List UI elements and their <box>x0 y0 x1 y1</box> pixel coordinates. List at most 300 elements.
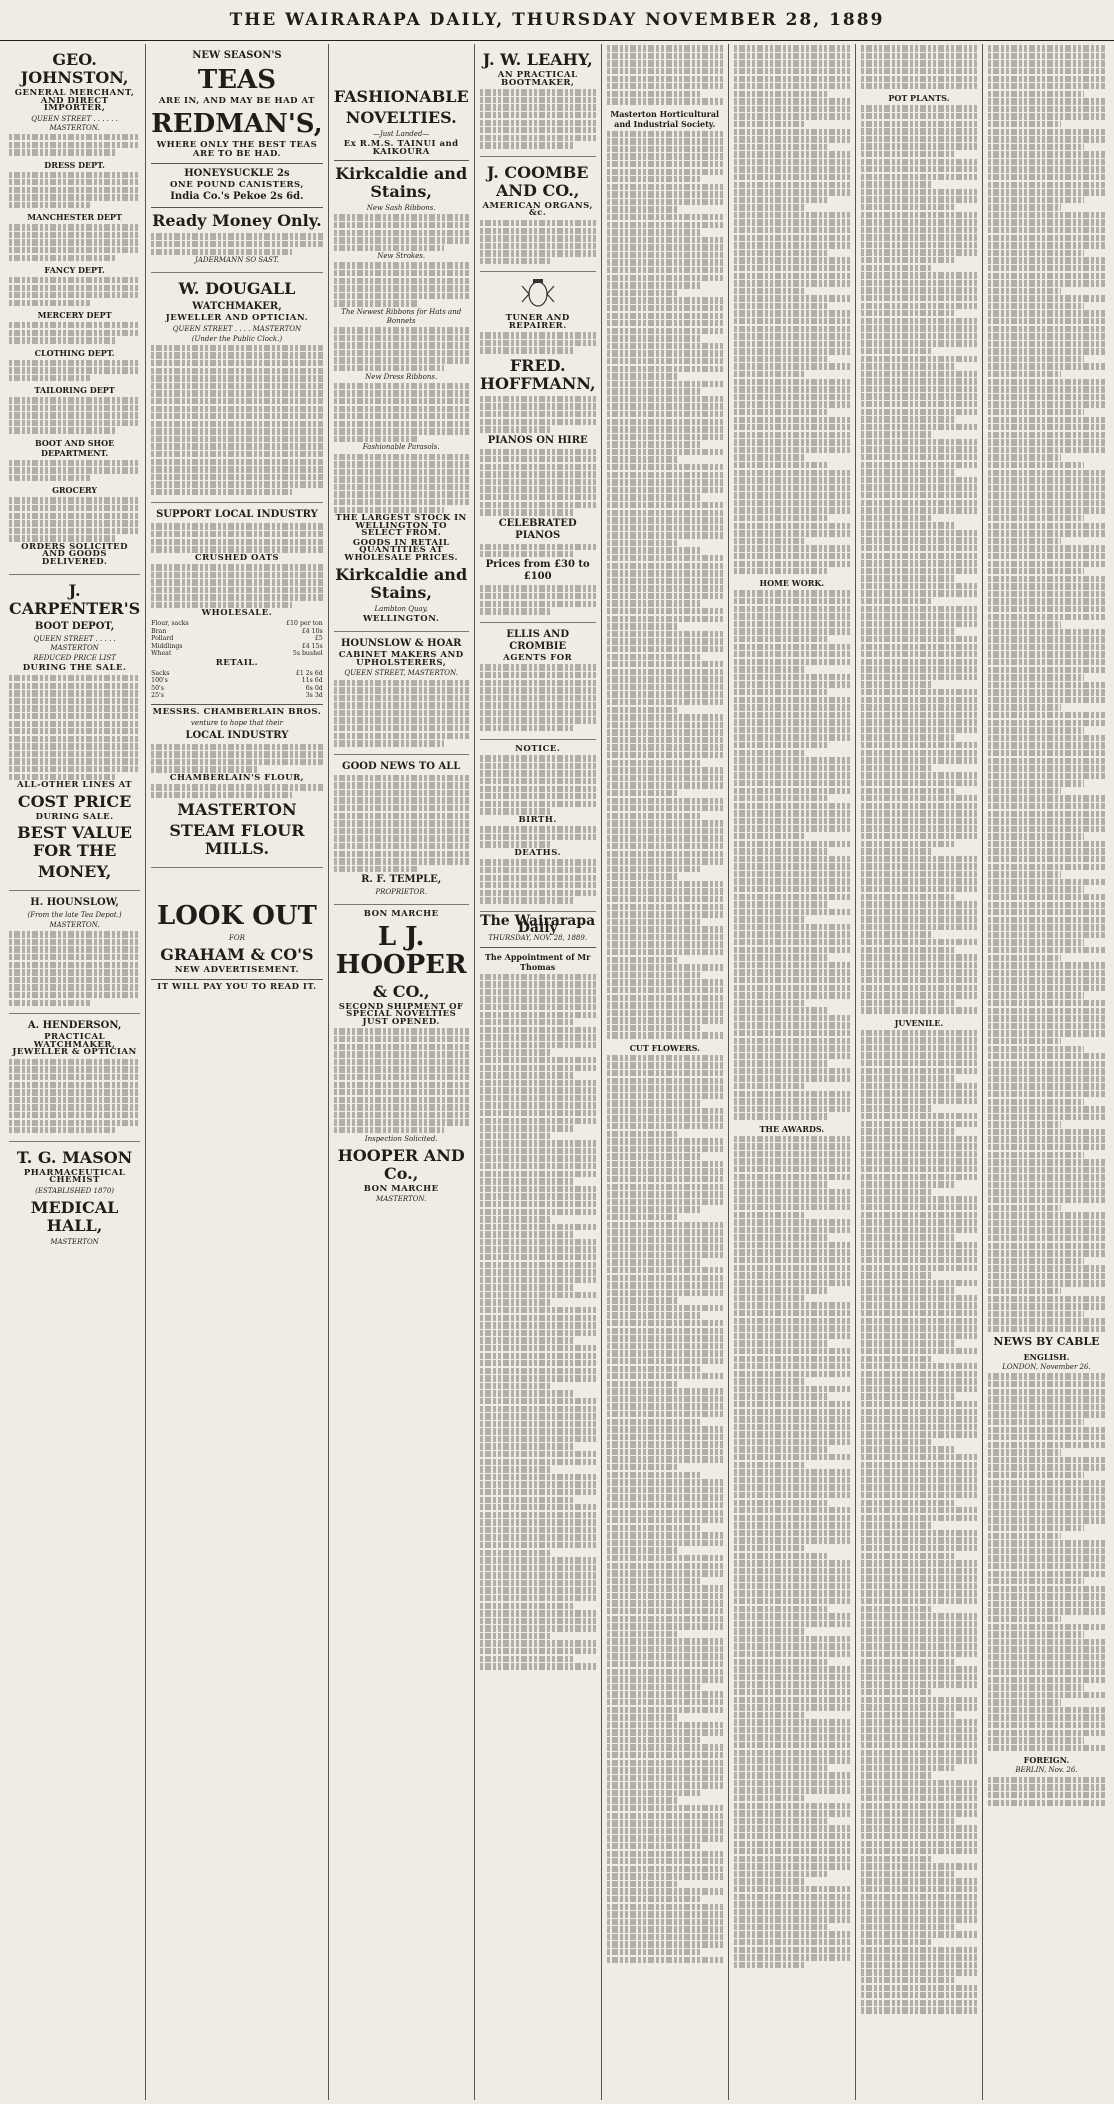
hounslow-name: H. HOUNSLOW, <box>30 897 119 909</box>
text-line <box>861 1151 977 1157</box>
text-line <box>988 1661 1105 1667</box>
text-line <box>734 1818 829 1824</box>
text-line <box>734 1091 850 1097</box>
text-line <box>480 1087 596 1093</box>
text-line <box>861 128 977 134</box>
text-line <box>861 1992 977 1998</box>
column-7 <box>856 44 983 2100</box>
text-line <box>861 803 977 809</box>
ellis-title: ELLIS AND CROMBIE <box>506 628 569 652</box>
text-line <box>607 206 679 212</box>
text-line <box>861 272 977 278</box>
text-line <box>734 636 829 642</box>
text-line <box>988 1159 1105 1165</box>
text-line <box>988 242 1105 248</box>
text-line <box>734 1727 850 1733</box>
text-line <box>988 189 1105 195</box>
text-line <box>480 1497 575 1503</box>
text-line <box>861 1939 933 1945</box>
masthead <box>0 0 1114 41</box>
price-row <box>151 650 323 658</box>
text-line <box>861 325 977 331</box>
text-line <box>607 464 723 470</box>
text-line <box>861 1166 977 1172</box>
text-line <box>607 267 723 273</box>
text-line <box>734 212 850 218</box>
text-line <box>734 856 850 862</box>
text-line <box>988 758 1105 764</box>
text-line <box>861 1477 977 1483</box>
carpenter-shop: BOOT DEPOT, <box>34 621 115 633</box>
text-line <box>607 350 723 356</box>
dougall-sub: JEWELLER AND OPTICIAN. <box>165 313 309 324</box>
text-line <box>734 1545 806 1551</box>
columns <box>4 44 1110 2100</box>
text-line <box>480 1504 596 1510</box>
text-line <box>861 1894 977 1900</box>
kirk-name-2: Kirkcaldie and Stains, <box>335 564 468 602</box>
text-line <box>734 788 850 794</box>
chamberlain-line3: LOCAL INDUSTRY <box>185 729 289 741</box>
kirk-strokes: New Strokes. <box>377 252 426 261</box>
hooper-place: MASTERTON. <box>376 1195 427 1204</box>
text-line <box>988 303 1084 309</box>
text-line <box>861 1886 977 1892</box>
text-line <box>861 644 977 650</box>
text-line <box>734 1083 806 1089</box>
text-line <box>988 1061 1105 1067</box>
text-line <box>607 1168 723 1174</box>
text-line <box>480 1201 596 1207</box>
teas-honey: HONEYSUCKLE 2s <box>184 167 290 179</box>
text-line <box>734 909 850 915</box>
text-line <box>607 1525 702 1531</box>
text-line <box>861 1287 956 1293</box>
text-line <box>988 765 1105 771</box>
text-line <box>734 204 806 210</box>
text-line <box>607 1373 723 1379</box>
text-line <box>734 129 850 135</box>
text-line <box>734 939 850 945</box>
editorial-masthead: The Wairarapa Daily <box>480 912 596 937</box>
text-line <box>861 166 977 172</box>
teas-line1: NEW SEASON'S <box>192 50 282 61</box>
text-line <box>607 419 723 425</box>
text-line <box>861 1500 956 1506</box>
text-line <box>480 1375 596 1381</box>
text-line <box>734 1909 850 1915</box>
text-line <box>734 545 850 551</box>
text-line <box>480 1118 596 1124</box>
coombe-ad <box>480 157 596 273</box>
text-line <box>607 1388 723 1394</box>
text-line <box>861 1371 977 1377</box>
text-line <box>988 773 1105 779</box>
text-line <box>861 143 977 149</box>
text-line <box>607 1010 723 1016</box>
column-7-text <box>861 105 977 1013</box>
hh-name: HOUNSLOW & HOAR <box>340 638 462 650</box>
text-line <box>734 235 850 241</box>
text-line <box>607 1350 723 1356</box>
text-line <box>988 780 1084 786</box>
text-line <box>734 1590 850 1596</box>
good-news-ad <box>334 755 469 905</box>
text-line <box>988 470 1105 476</box>
text-line <box>480 1489 596 1495</box>
text-line <box>607 328 723 334</box>
text-line <box>607 1290 723 1296</box>
cost-line2: COST PRICE <box>17 791 132 811</box>
text-line <box>607 1161 723 1167</box>
text-line <box>480 1330 596 1336</box>
text-line <box>988 1692 1105 1698</box>
text-line <box>734 1697 850 1703</box>
price-item: 100's <box>151 677 168 685</box>
text-line <box>607 131 723 137</box>
text-line <box>734 1030 850 1036</box>
text-line <box>607 941 723 947</box>
cable-heading: NEWS BY CABLE <box>993 1335 1100 1349</box>
text-line <box>988 1280 1105 1286</box>
text-line <box>988 1136 1105 1142</box>
text-line <box>734 1242 850 1248</box>
text-line <box>861 1947 977 1953</box>
text-line <box>988 1396 1105 1402</box>
text-line <box>607 1297 679 1303</box>
text-line <box>607 654 702 660</box>
column-4 <box>475 44 602 2100</box>
text-line <box>734 651 850 657</box>
text-line <box>988 91 1084 97</box>
text-line <box>861 439 977 445</box>
text-line <box>988 1038 1061 1044</box>
text-line <box>988 591 1105 597</box>
text-line <box>734 1302 850 1308</box>
text-line <box>607 1585 723 1591</box>
text-line <box>734 1780 850 1786</box>
text-line <box>480 1595 596 1601</box>
text-line <box>988 1273 1105 1279</box>
text-line <box>607 873 679 879</box>
johnston-address: QUEEN STREET . . . . . . MASTERTON. <box>31 114 118 132</box>
text-line <box>861 2000 977 2006</box>
text-line <box>480 1322 596 1328</box>
text-line <box>607 1138 723 1144</box>
text-line <box>734 916 806 922</box>
text-line <box>861 1007 977 1013</box>
hooper-sub: SECOND SHIPMENT OF SPECIAL NOVELTIES JUST OPENED. <box>338 1001 464 1027</box>
text-line <box>988 1318 1105 1324</box>
text-line <box>480 1648 596 1654</box>
lookout-line2: FOR <box>229 934 245 943</box>
text-line <box>734 742 829 748</box>
text-line <box>607 866 702 872</box>
text-line <box>861 1606 933 1612</box>
column-1 <box>4 44 146 2100</box>
text-line <box>480 1572 596 1578</box>
text-line <box>607 1441 723 1447</box>
text-line <box>607 1881 679 1887</box>
text-line <box>988 341 1105 347</box>
text-line <box>988 288 1061 294</box>
text-line <box>988 1404 1105 1410</box>
text-line <box>861 1000 956 1006</box>
text-line <box>861 1416 977 1422</box>
teas-line5: WHERE ONLY THE BEST TEAS <box>156 139 318 150</box>
text-line <box>861 1734 977 1740</box>
text-line <box>861 1348 977 1354</box>
text-line <box>988 583 1105 589</box>
text-line <box>988 1593 1105 1599</box>
text-line <box>988 121 1061 127</box>
text-line <box>734 841 850 847</box>
text-line <box>861 1121 977 1127</box>
price-item: Middlings <box>151 642 183 650</box>
text-line <box>861 1803 977 1809</box>
text-line <box>607 843 723 849</box>
text-line <box>734 1249 850 1255</box>
text-line <box>988 1250 1105 1256</box>
notice-ad <box>480 740 596 912</box>
text-line <box>607 1532 723 1538</box>
text-line <box>607 813 702 819</box>
text-line <box>861 424 977 430</box>
text-line <box>734 1393 829 1399</box>
text-line <box>480 1436 596 1442</box>
text-line <box>480 1527 596 1533</box>
text-line <box>861 378 977 384</box>
column-6 <box>729 44 856 2100</box>
text-line <box>861 1515 977 1521</box>
text-line <box>607 1153 702 1159</box>
text-line <box>988 492 1105 498</box>
text-line <box>861 310 956 316</box>
text-line <box>861 575 956 581</box>
text-line <box>734 772 850 778</box>
text-line <box>607 949 723 955</box>
text-line <box>861 477 977 483</box>
text-line <box>607 1631 679 1637</box>
dept-boot: BOOT AND SHOE DEPARTMENT. <box>34 437 115 458</box>
text-line <box>988 1510 1105 1516</box>
price-row <box>151 677 323 685</box>
text-line <box>861 515 933 521</box>
column-6-text-3 <box>734 1136 850 1968</box>
text-line <box>607 1517 723 1523</box>
text-line <box>607 1926 723 1932</box>
text-line <box>734 1356 850 1362</box>
text-line <box>480 1049 552 1055</box>
text-line <box>988 1419 1084 1425</box>
text-line <box>861 1537 977 1543</box>
text-line <box>734 1689 850 1695</box>
text-line <box>988 159 1105 165</box>
column-3 <box>329 44 475 2100</box>
text-line <box>607 1888 723 1894</box>
column-6-text-2 <box>734 590 850 1119</box>
text-line <box>861 878 977 884</box>
editorial-heading: The Appointment of Mr Thomas <box>484 951 591 972</box>
text-line <box>607 502 723 508</box>
text-line <box>861 1295 977 1301</box>
text-line <box>607 68 723 74</box>
text-line <box>734 341 850 347</box>
text-line <box>734 1234 829 1240</box>
mills-line1: MASTERTON <box>177 800 297 820</box>
price-item: Sacks <box>151 669 170 677</box>
text-line <box>607 1941 723 1947</box>
text-line <box>988 197 1084 203</box>
text-line <box>988 280 1105 286</box>
text-line <box>734 1053 850 1059</box>
text-line <box>734 60 850 66</box>
text-line <box>988 257 1105 263</box>
text-line <box>734 1613 850 1619</box>
cost-line1: ALL-OTHER LINES AT <box>17 779 133 790</box>
price-row <box>151 620 323 628</box>
text-line <box>607 1729 723 1735</box>
text-line <box>734 757 850 763</box>
text-line <box>861 1068 977 1074</box>
text-line <box>861 1621 977 1627</box>
column-7-text-2 <box>861 1030 977 2014</box>
text-line <box>607 1540 723 1546</box>
hounslow-sub: (From the late Tea Depot.) <box>27 911 122 920</box>
text-line <box>861 1931 977 1937</box>
text-line <box>734 954 829 960</box>
carpenter-address: QUEEN STREET . . . . . MASTERTON <box>33 635 116 653</box>
henderson-trade: PRACTICAL WATCHMAKER, JEWELLER & OPTICIAN <box>12 1032 137 1058</box>
pot-plants-heading: POT PLANTS. <box>888 93 950 104</box>
text-line <box>988 1303 1105 1309</box>
text-line <box>734 1075 850 1081</box>
text-line <box>734 326 850 332</box>
text-line <box>861 977 977 983</box>
text-line <box>988 379 1105 385</box>
text-line <box>861 1909 977 1915</box>
text-line <box>861 1333 977 1339</box>
text-line <box>734 1530 850 1536</box>
text-line <box>734 825 850 831</box>
text-line <box>607 53 723 59</box>
text-line <box>480 974 596 980</box>
text-line <box>988 1381 1105 1387</box>
foreign-heading: FOREIGN. <box>1023 1755 1070 1766</box>
text-line <box>734 1363 850 1369</box>
text-line <box>734 1939 850 1945</box>
text-line <box>861 446 977 452</box>
text-line <box>861 1431 977 1437</box>
text-line <box>988 712 1105 718</box>
text-line <box>480 1186 596 1192</box>
text-line <box>734 1098 850 1104</box>
price-row <box>151 670 323 678</box>
text-line <box>607 1093 723 1099</box>
text-line <box>734 1734 850 1740</box>
mason-ad <box>9 1142 140 1254</box>
text-line <box>734 561 850 567</box>
text-line <box>861 1242 977 1248</box>
text-line <box>607 191 723 197</box>
text-line <box>861 621 977 627</box>
text-line <box>861 1257 977 1263</box>
text-line <box>988 917 1105 923</box>
text-line <box>607 752 723 758</box>
text-line <box>734 1287 829 1293</box>
text-line <box>607 1062 723 1068</box>
text-line <box>607 767 723 773</box>
text-line <box>607 1100 702 1106</box>
text-line <box>861 689 977 695</box>
text-line <box>480 1406 596 1412</box>
text-line <box>607 76 723 82</box>
text-line <box>734 1719 850 1725</box>
masthead-title: THE WAIRARAPA DAILY, THURSDAY NOVEMBER 28, 1889 <box>229 10 885 30</box>
column-2 <box>146 44 329 2100</box>
text-line <box>861 1977 956 1983</box>
text-line <box>861 45 977 51</box>
text-line <box>988 568 1084 574</box>
column-5-text <box>607 131 723 1039</box>
text-line <box>988 1624 1105 1630</box>
text-line <box>480 1580 596 1586</box>
kirk-lambton: Lambton Quay, <box>374 604 428 613</box>
text-line <box>734 174 850 180</box>
text-line <box>734 621 850 627</box>
text-line <box>988 1121 1061 1127</box>
hooper-ad <box>334 905 469 1211</box>
text-line <box>861 1568 977 1574</box>
text-line <box>988 1235 1105 1241</box>
text-line <box>988 1677 1105 1683</box>
text-line <box>861 863 977 869</box>
text-line <box>861 1712 956 1718</box>
text-line <box>861 303 977 309</box>
text-line <box>480 1625 596 1631</box>
text-line <box>480 1057 596 1063</box>
text-line <box>607 1002 723 1008</box>
text-line <box>861 1704 977 1710</box>
text-line <box>861 196 977 202</box>
text-line <box>988 1197 1105 1203</box>
text-line <box>480 1368 596 1374</box>
price-value: £1 2s 6d <box>295 669 323 677</box>
text-line <box>480 1360 596 1366</box>
text-line <box>988 924 1105 930</box>
text-line <box>607 782 723 788</box>
text-line <box>988 129 1105 135</box>
text-line <box>607 760 702 766</box>
text-line <box>607 729 723 735</box>
text-line <box>861 522 956 528</box>
text-line <box>734 750 806 756</box>
text-line <box>734 1204 850 1210</box>
text-line <box>861 219 977 225</box>
text-line <box>734 1196 850 1202</box>
text-line <box>607 1366 702 1372</box>
text-line <box>480 1125 575 1131</box>
text-line <box>734 1371 850 1377</box>
text-line <box>988 500 1105 506</box>
text-line <box>861 1105 933 1111</box>
text-line <box>734 1560 850 1566</box>
text-line <box>607 1744 723 1750</box>
text-line <box>988 348 1105 354</box>
text-line <box>734 674 850 680</box>
hooper-bon: BON MARCHE <box>363 1183 439 1194</box>
text-line <box>861 1325 977 1331</box>
